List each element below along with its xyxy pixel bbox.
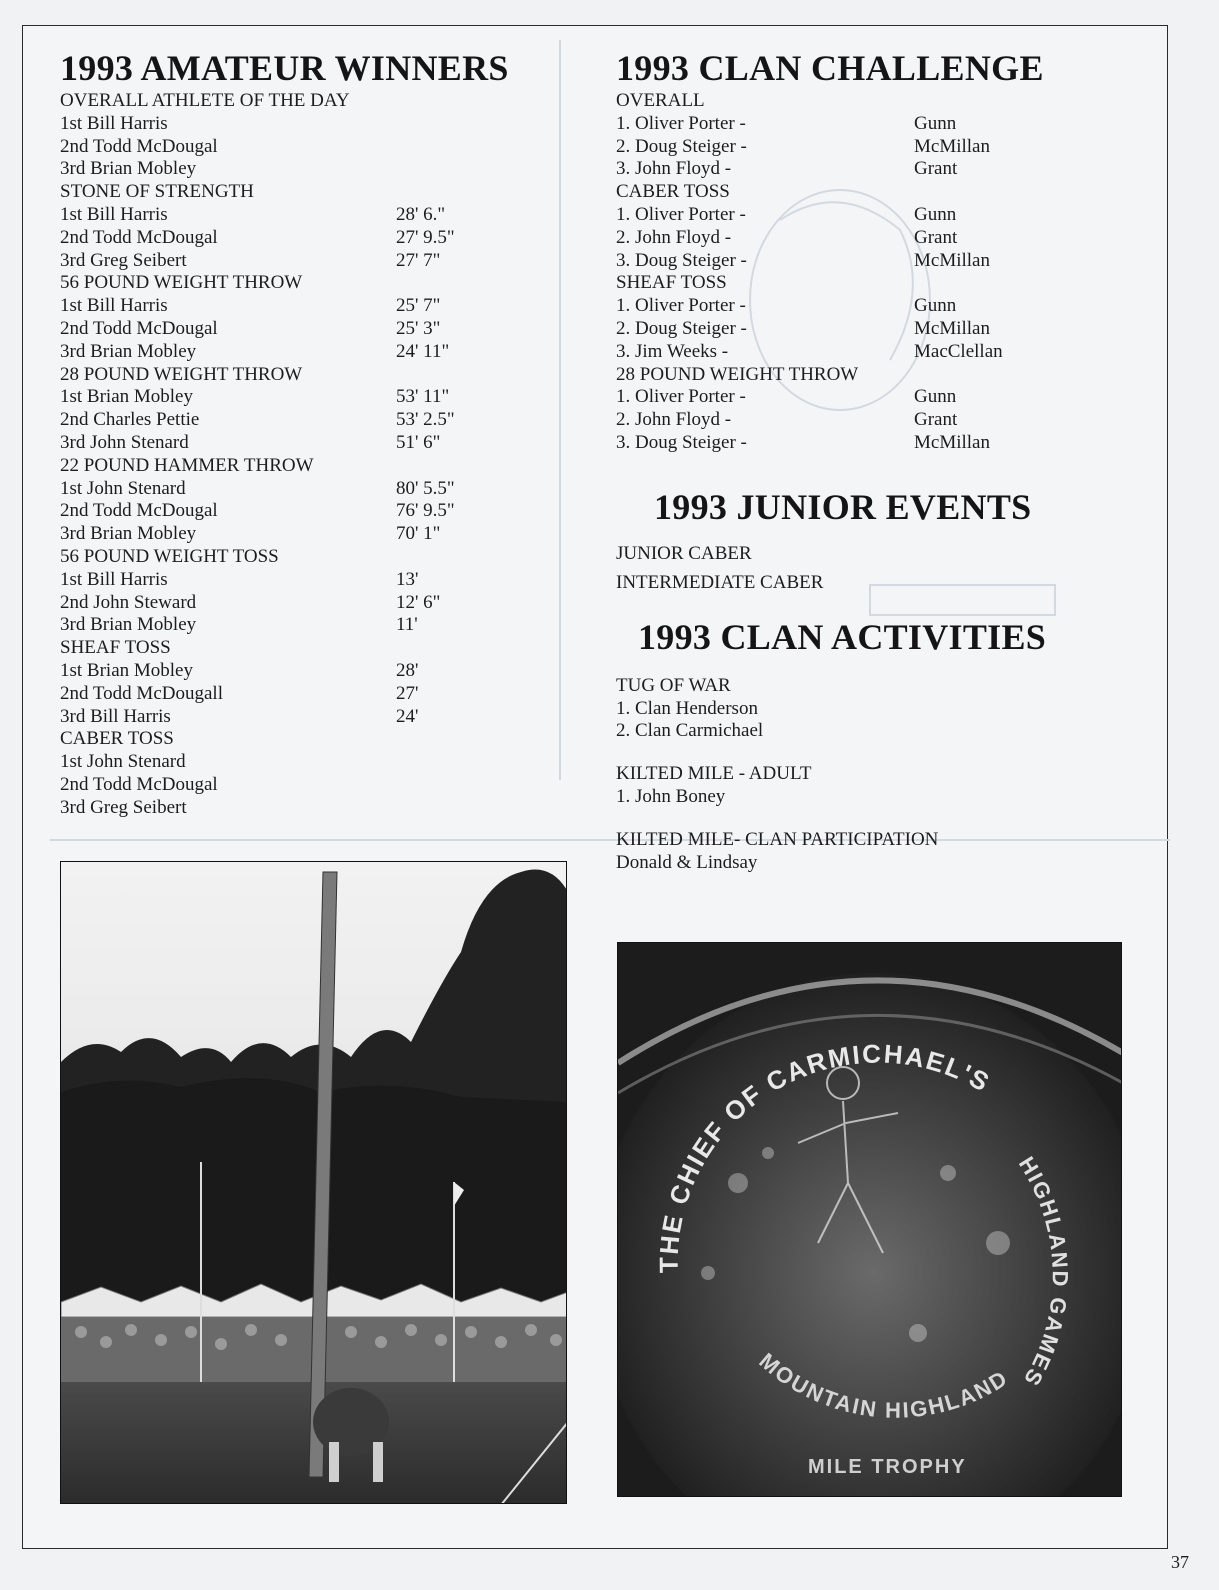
result-row xyxy=(616,432,1136,455)
result-value: 13' xyxy=(396,568,419,590)
result-value: 70' 1" xyxy=(396,523,441,545)
caber-toss-photo xyxy=(60,861,567,1504)
result-row xyxy=(60,250,580,273)
result-row xyxy=(60,774,580,797)
amateur-results xyxy=(60,90,580,820)
competitor-name: 3rd Brian Mobley xyxy=(60,523,197,545)
junior-events-list xyxy=(616,539,1136,597)
event-heading: OVERALL ATHLETE OF THE DAY xyxy=(60,90,350,111)
amateur-winners-column xyxy=(60,46,580,820)
competitor-name: 3. John Floyd - xyxy=(616,158,732,180)
result-value: Grant xyxy=(914,409,958,431)
result-row xyxy=(60,113,580,136)
result-value: McMillan xyxy=(914,317,990,339)
event-heading: 56 POUND WEIGHT TOSS xyxy=(60,545,279,567)
activity-heading: KILTED MILE - ADULT xyxy=(616,763,812,785)
result-value: 25' 7" xyxy=(396,295,441,317)
result-row xyxy=(60,751,580,774)
competitor-name: 3rd Greg Seibert xyxy=(60,796,187,818)
result-row xyxy=(60,318,580,341)
result-row xyxy=(60,660,580,683)
competitor-name: 3rd Brian Mobley xyxy=(60,340,197,362)
competitor-name: 3. Doug Steiger - xyxy=(616,431,747,453)
competitor-name: 1st Brian Mobley xyxy=(60,659,193,681)
event-heading: 28 POUND WEIGHT THROW xyxy=(60,363,303,385)
result-value: 28' 6." xyxy=(396,203,446,225)
trophy-inscription-bottom: MOUNTAIN HIGHLAND xyxy=(754,1347,1013,1423)
trophy-photo xyxy=(617,942,1122,1497)
result-row xyxy=(60,295,580,318)
result-row xyxy=(60,432,580,455)
result-value: Gunn xyxy=(914,295,957,317)
result-row xyxy=(60,158,580,181)
result-row xyxy=(60,706,580,729)
competitor-name: 2nd Todd McDougal xyxy=(60,226,218,248)
competitor-name: 2nd Charles Pettie xyxy=(60,409,200,431)
competitor-name: 1st Bill Harris xyxy=(60,568,168,590)
result-value: 53' 2.5" xyxy=(396,409,455,431)
result-value: McMillan xyxy=(914,249,990,271)
trophy-inscription-right: HIGHLAND GAMES xyxy=(1013,1152,1073,1392)
activity-line: Donald & Lindsay xyxy=(616,851,758,873)
activity-line: 2. Clan Carmichael xyxy=(616,720,764,742)
result-row xyxy=(616,250,1136,273)
competitor-name: 1st John Stenard xyxy=(60,751,186,773)
activity-line: 1. Clan Henderson xyxy=(616,697,758,719)
clan-activities-list xyxy=(616,675,1136,875)
competitor-name: 2. John Floyd - xyxy=(616,226,732,248)
result-value: Gunn xyxy=(914,112,957,134)
event-heading: CABER TOSS xyxy=(616,181,730,203)
result-value: McMillan xyxy=(914,135,990,157)
result-row xyxy=(616,227,1136,250)
event-heading: 28 POUND WEIGHT THROW xyxy=(616,363,859,385)
result-value: 76' 9.5" xyxy=(396,500,455,522)
result-value: 27' 9.5" xyxy=(396,226,455,248)
result-row xyxy=(616,409,1136,432)
result-row xyxy=(60,797,580,820)
result-value: Gunn xyxy=(914,386,957,408)
activity-heading: KILTED MILE- CLAN PARTICIPATION xyxy=(616,828,939,850)
competitor-name: 1st Bill Harris xyxy=(60,295,168,317)
result-value: Grant xyxy=(914,226,958,248)
competitor-name: 2nd Todd McDougal xyxy=(60,317,218,339)
result-value: Gunn xyxy=(914,203,957,225)
result-row xyxy=(60,478,580,501)
trophy-inscription-top: THE CHIEF OF CARMICHAEL'S xyxy=(653,1038,996,1274)
competitor-name: 2nd Todd McDougall xyxy=(60,682,223,704)
result-value: Grant xyxy=(914,158,958,180)
result-row xyxy=(616,386,1136,409)
result-row xyxy=(616,136,1136,159)
competitor-name: 1. Oliver Porter - xyxy=(616,295,746,317)
competitor-name: 2nd Todd McDougal xyxy=(60,773,218,795)
activity-line: 1. John Boney xyxy=(616,785,726,807)
competitor-name: 1st John Stenard xyxy=(60,477,186,499)
result-value: 80' 5.5" xyxy=(396,477,455,499)
result-row xyxy=(616,341,1136,364)
competitor-name: 1st Bill Harris xyxy=(60,112,168,134)
competitor-name: 3rd John Stenard xyxy=(60,431,189,453)
result-value: 24' xyxy=(396,705,419,727)
result-row xyxy=(60,136,580,159)
competitor-name: 3rd Bill Harris xyxy=(60,705,171,727)
result-row xyxy=(60,683,580,706)
trophy-image xyxy=(618,943,1122,1497)
result-row xyxy=(616,318,1136,341)
event-heading: 22 POUND HAMMER THROW xyxy=(60,454,314,476)
result-row xyxy=(60,500,580,523)
result-value: 12' 6" xyxy=(396,591,441,613)
result-row xyxy=(60,523,580,546)
result-value: 53' 11" xyxy=(396,386,450,408)
event-heading: 56 POUND WEIGHT THROW xyxy=(60,272,303,294)
competitor-name: 2nd John Steward xyxy=(60,591,197,613)
result-row xyxy=(60,341,580,364)
competitor-name: 2. Doug Steiger - xyxy=(616,135,747,157)
competitor-name: 2. John Floyd - xyxy=(616,409,732,431)
result-row xyxy=(60,592,580,615)
result-value: 11' xyxy=(396,614,418,636)
competitor-name: 2. Doug Steiger - xyxy=(616,317,747,339)
result-row xyxy=(60,569,580,592)
result-row xyxy=(616,295,1136,318)
competitor-name: 1. Oliver Porter - xyxy=(616,386,746,408)
result-value: 27' xyxy=(396,682,419,704)
competitor-name: 1. Oliver Porter - xyxy=(616,203,746,225)
competitor-name: 3rd Greg Seibert xyxy=(60,249,187,271)
event-heading: CABER TOSS xyxy=(60,728,174,750)
result-value: 27' 7" xyxy=(396,249,441,271)
result-value: MacClellan xyxy=(914,340,1003,362)
event-heading: SHEAF TOSS xyxy=(616,272,727,294)
competitor-name: 3. Doug Steiger - xyxy=(616,249,747,271)
clan-challenge-column xyxy=(616,46,1136,874)
amateur-title: 1993 AMATEUR WINNERS xyxy=(60,48,509,88)
result-row xyxy=(60,409,580,432)
competitor-name: 2nd Todd McDougal xyxy=(60,500,218,522)
result-row xyxy=(60,386,580,409)
competitor-name: 1st Brian Mobley xyxy=(60,386,193,408)
event-heading: SHEAF TOSS xyxy=(60,637,171,659)
result-row xyxy=(60,227,580,250)
caber-toss-image xyxy=(61,862,567,1504)
result-value: 24' 11" xyxy=(396,340,450,362)
result-row xyxy=(616,158,1136,181)
junior-event-item: INTERMEDIATE CABER xyxy=(616,571,824,593)
clan-activities-title: 1993 CLAN ACTIVITIES xyxy=(638,616,1047,657)
result-value: 25' 3" xyxy=(396,317,441,339)
activity-heading: TUG OF WAR xyxy=(616,674,731,696)
event-heading: STONE OF STRENGTH xyxy=(60,181,254,203)
competitor-name: 1st Bill Harris xyxy=(60,203,168,225)
result-row xyxy=(60,614,580,637)
result-row xyxy=(616,204,1136,227)
clan-challenge-title: 1993 CLAN CHALLENGE xyxy=(616,48,1044,88)
result-value: McMillan xyxy=(914,431,990,453)
competitor-name: 3rd Brian Mobley xyxy=(60,614,197,636)
result-value: 28' xyxy=(396,659,419,681)
result-row xyxy=(616,113,1136,136)
event-heading: OVERALL xyxy=(616,90,705,111)
page-number: 37 xyxy=(1171,1552,1189,1572)
result-value: 51' 6" xyxy=(396,431,441,453)
competitor-name: 3rd Brian Mobley xyxy=(60,158,197,180)
competitor-name: 2nd Todd McDougal xyxy=(60,135,218,157)
junior-events-title: 1993 JUNIOR EVENTS xyxy=(654,486,1032,527)
trophy-inscription-bottom2: MILE TROPHY xyxy=(808,1456,967,1478)
competitor-name: 3. Jim Weeks - xyxy=(616,340,729,362)
competitor-name: 1. Oliver Porter - xyxy=(616,112,746,134)
result-row xyxy=(60,204,580,227)
junior-event-item: JUNIOR CABER xyxy=(616,542,752,564)
clan-challenge-results xyxy=(616,90,1136,455)
